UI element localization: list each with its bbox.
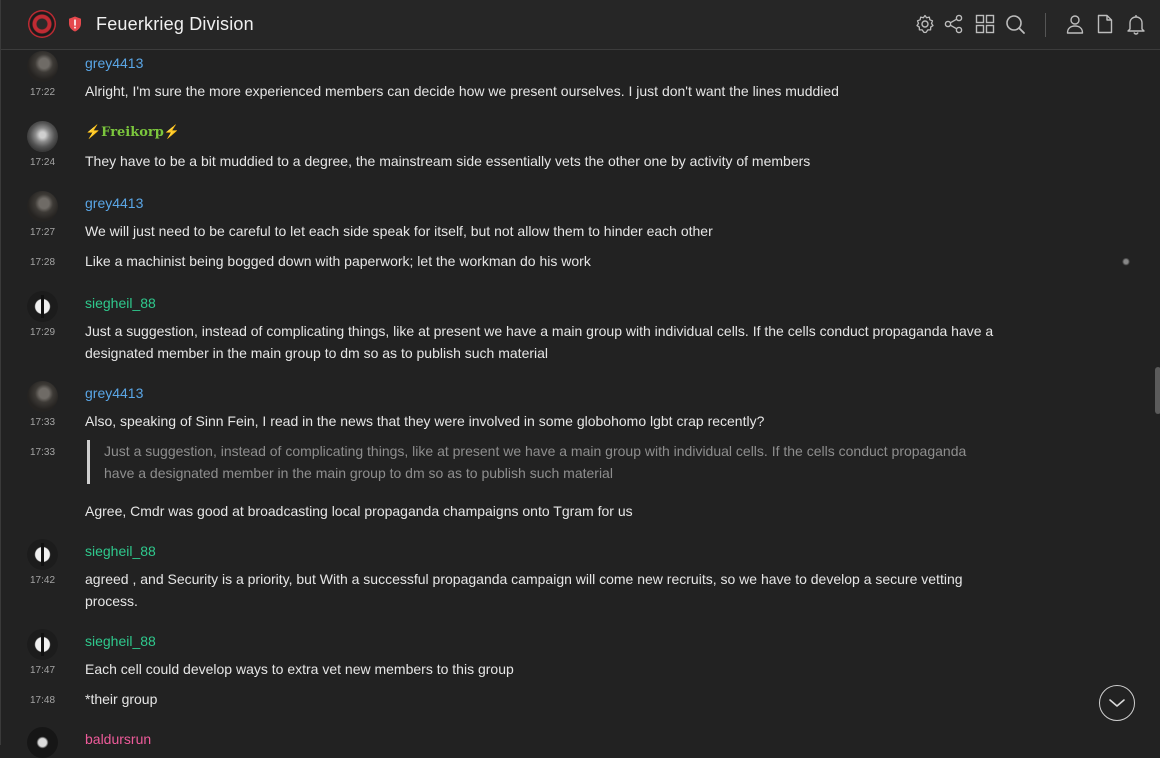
members-icon[interactable] <box>1064 13 1086 35</box>
message-body: Just a suggestion, instead of complicating things, like at present we have a main group with individual cells. If the cells conduct propaganda have a designated member in the main group to dm so as to publish such material <box>85 323 994 361</box>
avatar[interactable] <box>27 191 58 222</box>
message-timestamp: 17:28 <box>30 257 56 268</box>
share-icon[interactable] <box>943 13 965 35</box>
message-timestamp: 17:33 <box>30 447 56 458</box>
scrollbar[interactable] <box>1155 367 1160 414</box>
avatar[interactable] <box>27 51 58 82</box>
message-timestamp: 17:22 <box>30 87 56 98</box>
avatar[interactable] <box>27 727 58 758</box>
message-body: We will just need to be careful to let each side speak for itself, but not allow them to hinder each other <box>85 223 713 239</box>
shield-warning-icon[interactable] <box>68 16 82 32</box>
read-receipt-avatar[interactable] <box>1119 254 1133 268</box>
search-icon[interactable] <box>1004 13 1026 35</box>
message-body: Like a machinist being bogged down with paperwork; let the workman do his work <box>85 253 591 269</box>
avatar[interactable] <box>27 629 58 660</box>
message-body: Agree, Cmdr was good at broadcasting local propaganda champaigns onto Tgram for us <box>85 503 633 519</box>
apps-icon[interactable] <box>974 13 996 35</box>
avatar[interactable] <box>27 121 58 152</box>
room-header <box>1 0 1160 50</box>
message-sender[interactable]: siegheil_88 <box>85 295 156 311</box>
message-body: They have to be a bit muddied to a degree, the mainstream side essentially vets the other one by activity of members <box>85 153 811 169</box>
chevron-down-icon <box>1100 686 1134 720</box>
message-body: agreed , and Security is a priority, but With a successful propaganda campaign will come new recruits, so we have to develop a secure vetting process. <box>85 571 963 609</box>
message-sender[interactable]: siegheil_88 <box>85 633 156 649</box>
room-title[interactable]: Feuerkrieg Division <box>96 14 254 34</box>
message-body: Also, speaking of Sinn Fein, I read in the news that they were involved in some globohomo lgbt crap recently? <box>85 413 765 429</box>
message-sender[interactable]: baldursrun <box>85 731 152 747</box>
message-body: Alright, I'm sure the more experienced members can decide how we present ourselves. I just don't want the lines muddied <box>85 83 839 99</box>
message-sender[interactable]: ⚡Freikorp⚡ <box>85 125 181 140</box>
settings-icon[interactable] <box>914 13 936 35</box>
avatar[interactable] <box>27 381 58 412</box>
message-timestamp: 17:48 <box>30 695 56 706</box>
message-body: *their group <box>85 691 158 707</box>
avatar[interactable] <box>27 291 58 322</box>
message-timestamp: 17:47 <box>30 665 56 676</box>
message-timestamp: 17:33 <box>30 417 56 428</box>
notifications-icon[interactable] <box>1125 13 1147 35</box>
avatar[interactable] <box>27 539 58 570</box>
jump-to-latest-button[interactable] <box>1099 685 1135 721</box>
message-timestamp: 17:42 <box>30 575 56 586</box>
message-sender[interactable]: siegheil_88 <box>85 543 156 559</box>
message-timeline[interactable] <box>1 0 1160 745</box>
files-icon[interactable] <box>1094 13 1116 35</box>
message-body: Each cell could develop ways to extra vet new members to this group <box>85 661 514 677</box>
message-timestamp: 17:27 <box>30 227 56 238</box>
message-timestamp: 17:29 <box>30 327 56 338</box>
quoted-message[interactable]: Just a suggestion, instead of complicating things, like at present we have a main group with individual cells. If the cells conduct propaganda have a designated member in the main group to dm so as to publish such material <box>87 440 994 484</box>
header-divider <box>1045 13 1046 37</box>
message-timestamp: 17:24 <box>30 157 56 168</box>
message-sender[interactable]: grey4413 <box>85 55 144 71</box>
message-sender[interactable]: grey4413 <box>85 195 144 211</box>
room-avatar[interactable] <box>28 10 56 38</box>
message-sender[interactable]: grey4413 <box>85 385 144 401</box>
